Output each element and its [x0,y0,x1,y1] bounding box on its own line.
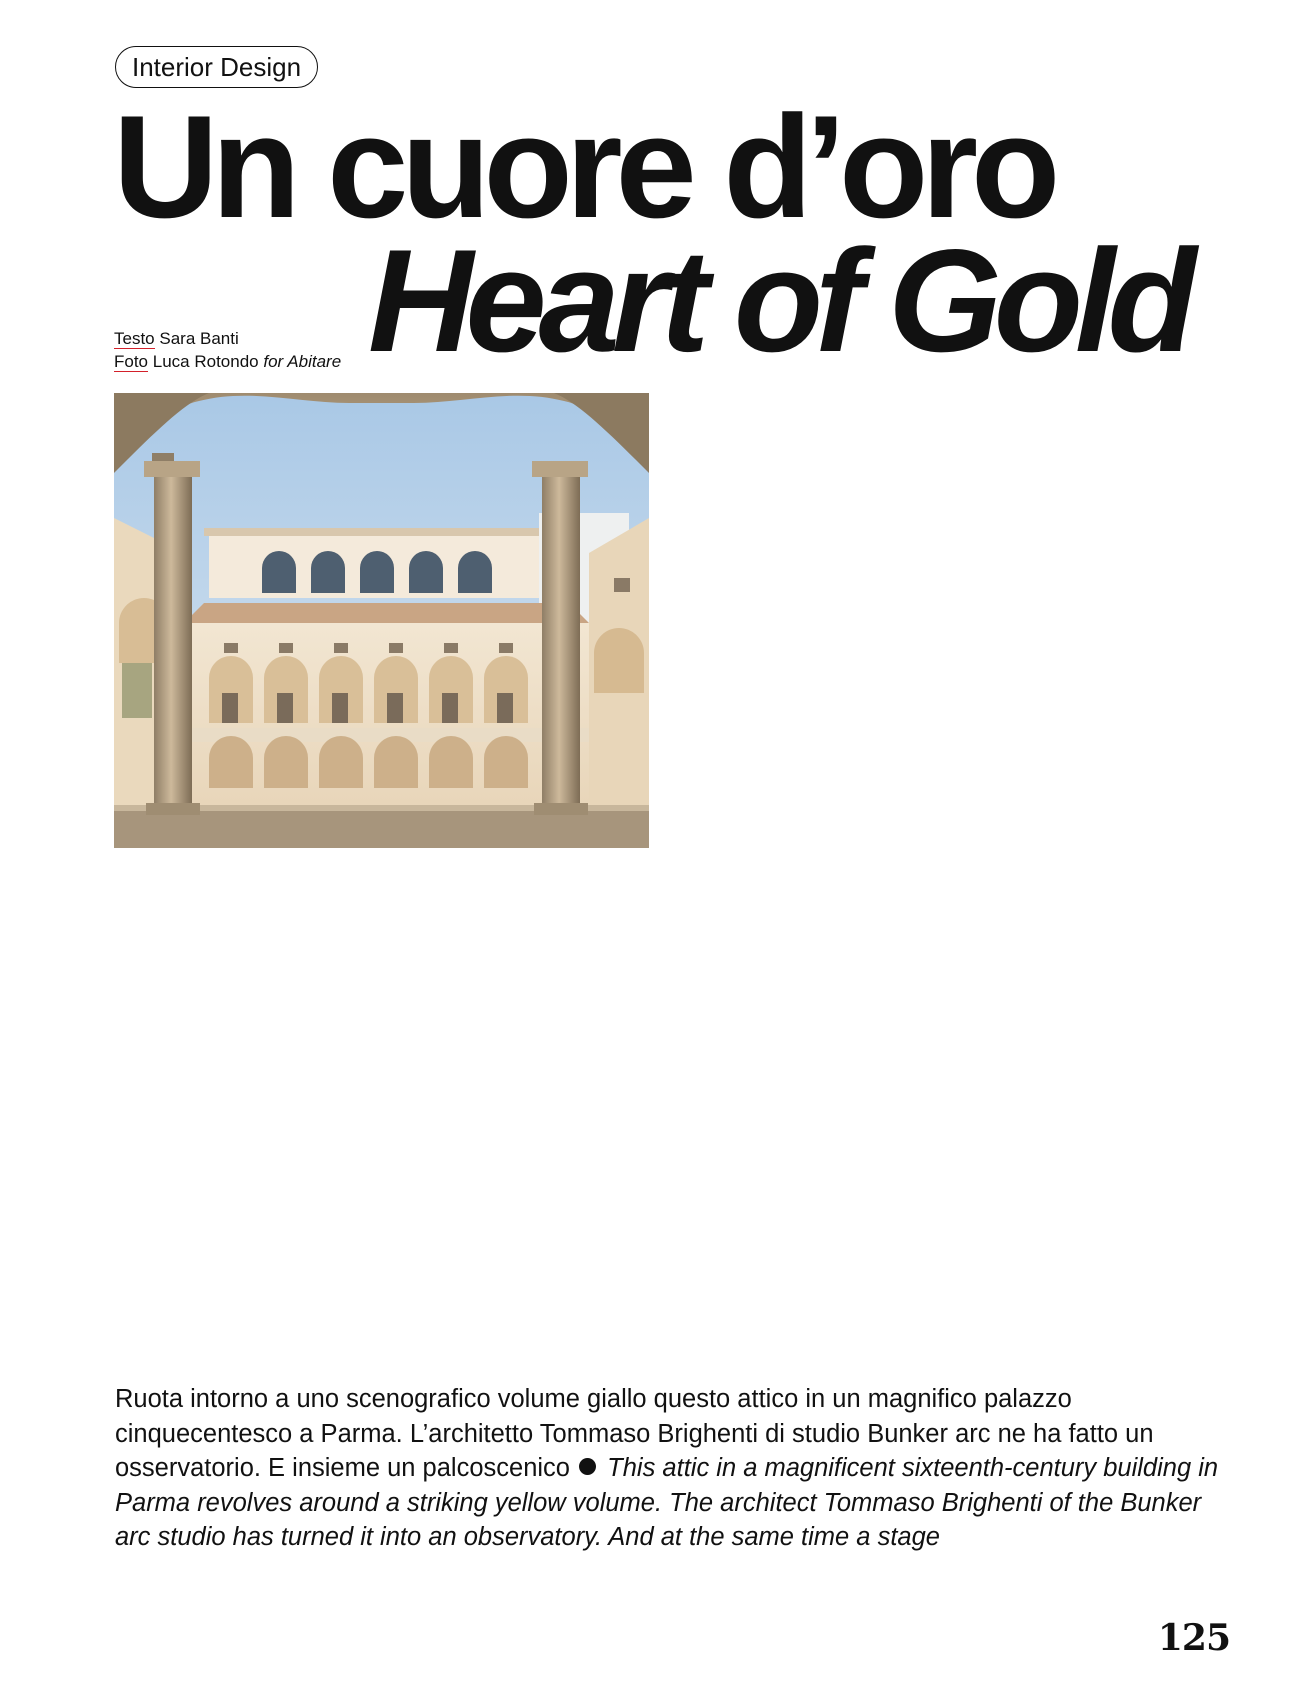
photo-credit-author: Luca Rotondo [152,352,259,371]
text-credit-author: Sara Banti [159,329,239,348]
bullet-separator-icon [579,1458,596,1475]
intro-paragraph [115,1382,1235,1555]
title-italian: Un cuore d’oro [113,85,1054,248]
page-number: 125 [1157,1617,1230,1659]
photo-credit [114,350,341,373]
credits [114,327,341,373]
courtyard-photo [114,393,649,848]
photo-credit-publication: for Abitare [263,352,342,371]
title-english: Heart of Gold [368,219,1189,382]
text-credit-role: Testo [114,329,155,348]
intro-italian: Ruota intorno a uno scenografico volume giallo questo attico in un magnifico palazzo cinquecentesco a Parma. L’architetto Tommaso Brighenti di studio Bunker arc ne ha fatto un osservatorio. E insieme un palcoscenico [115,1385,1154,1482]
photo-credit-role: Foto [114,352,149,371]
text-credit [114,327,341,350]
section-tag: Interior Design [115,46,318,88]
intro-english: This attic in a magnificent sixteenth-century building in Parma revolves around a striking yellow volume. The architect Tommaso Brighenti of the Bunker arc studio has turned it into an observatory. And at the same time a stage [115,1454,1219,1551]
